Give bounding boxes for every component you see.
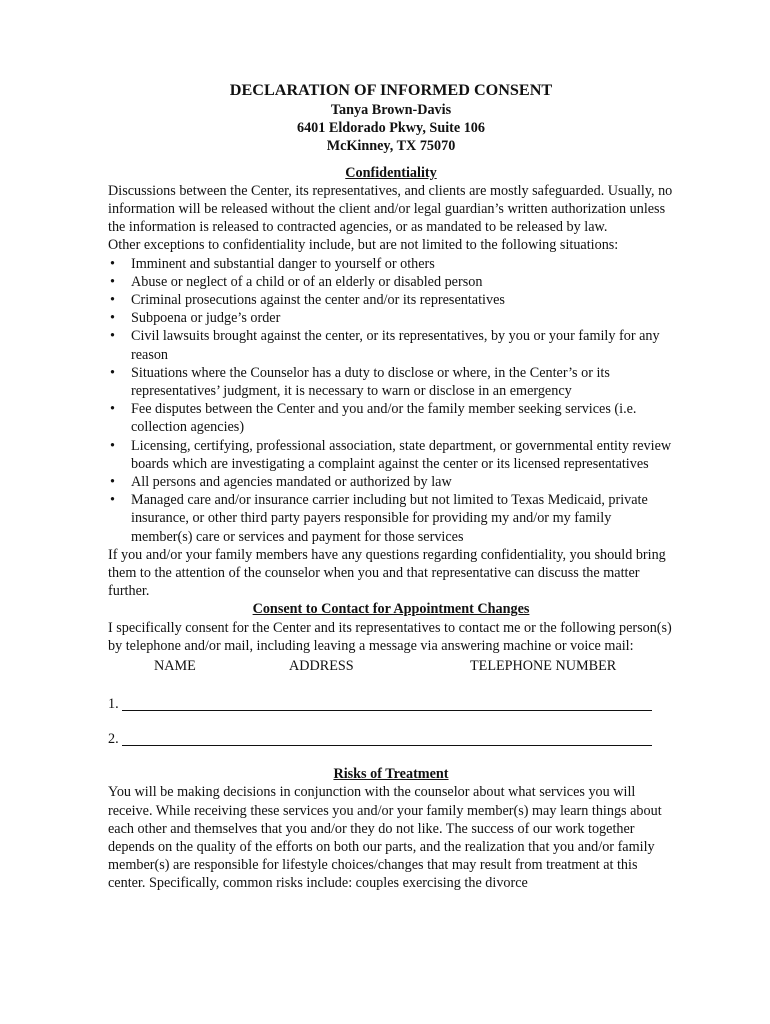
provider-address-line1: 6401 Eldorado Pkwy, Suite 106 [296,120,485,137]
document-title: DECLARATION OF INFORMED CONSENT [229,81,553,99]
confidentiality-exceptions-list [108,255,674,546]
list-item: • Fee disputes between the Center and you and/or the family member seeking services (i.e. collection agencies) [110,401,637,436]
list-item: • Subpoena or judge’s order [110,310,281,327]
bullet-icon: • [110,492,115,509]
bullet-icon: • [110,255,115,272]
list-item: • Civil lawsuits brought against the center, or its representatives, by you or your family for any reason [110,328,660,363]
list-item: • Imminent and substantial danger to yourself or others [110,255,435,272]
column-address: ADDRESS [289,658,354,675]
column-telephone: TELEPHONE NUMBER [470,658,617,675]
consent-contact-body: I specifically consent for the Center and its representatives to contact me or the following person(s) by telephone and/or mail, including leaving a message via answering machine or voice mail: [108,619,672,654]
contact-line-number: 2. [108,731,119,748]
list-item: • Licensing, certifying, professional association, state department, or governmental entity review boards which are investigating a complaint against the center or its licensed representatives [110,437,672,472]
provider-name: Tanya Brown-Davis [330,102,452,118]
contact-line-number: 1. [108,696,119,713]
provider-address-line2: McKinney, TX 75070 [326,138,456,155]
list-item: • Criminal prosecutions against the center and/or its representatives [110,292,505,309]
bullet-icon: • [110,401,115,418]
list-item: • Abuse or neglect of a child or of an elderly or disabled person [110,273,483,290]
contact-line-2[interactable] [108,730,674,748]
bullet-icon: • [110,474,115,491]
document-body [108,80,674,893]
list-item: • All persons and agencies mandated or authorized by law [110,474,452,491]
bullet-icon: • [110,328,115,345]
confidentiality-intro: Discussions between the Center, its representatives, and clients are mostly safeguarded. Usually, no information will be released without the client and/or legal guardian’s written authorization unless the information is released to contracted agencies, or as mandated to be released by law. [108,182,673,236]
confidentiality-closing: If you and/or your family members have any questions regarding confidentiality, you should bring them to the attention of the counselor when you and that representative can discuss the matter further. [108,546,666,600]
contact-columns-header [108,657,674,679]
confidentiality-heading: Confidentiality [345,164,437,181]
confidentiality-exceptions-intro: Other exceptions to confidentiality include, but are not limited to the following situations: [108,237,619,254]
list-item: • Managed care and/or insurance carrier including but not limited to Texas Medicaid, private insurance, or other third party payers responsible for providing my and/or my family member(s) care or services and payment for those services [110,492,648,545]
bullet-icon: • [110,273,115,290]
bullet-icon: • [110,437,115,454]
contact-line-1[interactable] [108,695,674,713]
bullet-icon: • [110,364,115,381]
column-name: NAME [154,658,196,675]
risks-body: You will be making decisions in conjunction with the counselor about what services you will receive. While receiving these services you and/or your family member(s) may learn things about each other and themselves that you and/or they do not like. The success of our work together depends on the quality of the efforts on both our parts, and the realization that you and/or family member(s) are responsible for lifestyle choices/changes that may result from treatment at this center. Specifically, common risks include: couples exercising the divorce [108,784,662,892]
bullet-icon: • [110,310,115,327]
contact-line-rule[interactable] [122,745,652,746]
consent-contact-heading: Consent to Contact for Appointment Changes [252,601,530,618]
list-item: • Situations where the Counselor has a duty to disclose or where, in the Center’s or its representatives’ judgment, it is necessary to warn or disclose in an emergency [110,364,610,400]
contact-line-rule[interactable] [122,710,652,711]
risks-heading: Risks of Treatment [333,766,449,783]
bullet-icon: • [110,292,115,309]
